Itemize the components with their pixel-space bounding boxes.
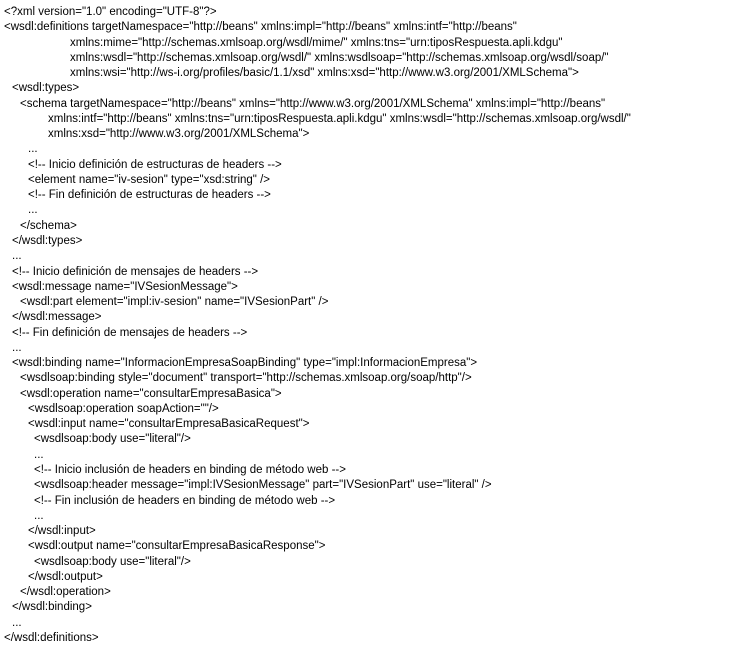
code-line: <!-- Inicio definición de mensajes de headers -->	[12, 265, 259, 278]
code-line: ...	[12, 341, 22, 354]
code-line: <!-- Fin definición de estructuras de headers -->	[28, 189, 271, 202]
code-line: <!-- Inicio definición de estructuras de headers -->	[28, 158, 282, 171]
code-line: ...	[28, 143, 38, 156]
code-line: <wsdl:operation name="consultarEmpresaBasica">	[20, 387, 282, 400]
code-line: <wsdl:binding name="InformacionEmpresaSoapBinding" type="impl:InformacionEmpresa">	[12, 357, 478, 370]
code-line: xmlns:xsd="http://www.w3.org/2001/XMLSchema">	[48, 128, 310, 141]
code-line: ...	[34, 509, 44, 522]
code-line: <wsdlsoap:body use="literal"/>	[34, 433, 191, 446]
code-line: </schema>	[20, 219, 77, 232]
code-line: <wsdl:input name="consultarEmpresaBasicaRequest">	[28, 418, 310, 431]
code-line: <wsdl:part element="impl:iv-sesion" name="IVSesionPart" />	[20, 296, 329, 309]
code-line: </wsdl:input>	[28, 525, 96, 538]
code-line: xmlns:wsdl="http://schemas.xmlsoap.org/wsdl/" xmlns:wsdlsoap="http://schemas.xmlsoap.org/wsdl/soap/"	[70, 51, 609, 64]
code-line: <wsdlsoap:operation soapAction=""/>	[28, 402, 219, 415]
code-line: <wsdlsoap:header message="impl:IVSesionMessage" part="IVSesionPart" use="literal" />	[34, 479, 492, 492]
code-line: ...	[12, 616, 22, 629]
code-line: </wsdl:binding>	[12, 601, 92, 614]
code-line: <!-- Fin definición de mensajes de headers -->	[12, 326, 248, 339]
code-line: <wsdl:output name="consultarEmpresaBasicaResponse">	[28, 540, 326, 553]
code-line: xmlns:intf="http://beans" xmlns:tns="urn:tiposRespuesta.apli.kdgu" xmlns:wsdl="http://schemas.xmlsoap.org/wsdl/"	[48, 112, 631, 125]
code-line: <wsdl:definitions targetNamespace="http://beans" xmlns:impl="http://beans" xmlns:intf="http://beans"	[4, 21, 517, 34]
code-line: <wsdlsoap:body use="literal"/>	[34, 555, 191, 568]
code-line: xmlns:mime="http://schemas.xmlsoap.org/wsdl/mime/" xmlns:tns="urn:tiposRespuesta.apli.kdgu"	[70, 36, 563, 49]
code-line: <!-- Inicio inclusión de headers en binding de método web -->	[34, 463, 346, 476]
code-line: ...	[12, 250, 22, 263]
code-line: </wsdl:definitions>	[4, 631, 99, 644]
code-line: <schema targetNamespace="http://beans" xmlns="http://www.w3.org/2001/XMLSchema" xmlns:impl="http://beans"	[20, 97, 606, 110]
code-line: <element name="iv-sesion" type="xsd:string" />	[28, 173, 270, 186]
code-line: <wsdl:types>	[12, 82, 80, 95]
code-line: ...	[28, 204, 38, 217]
code-line: </wsdl:message>	[12, 311, 102, 324]
code-line: <?xml version="1.0" encoding="UTF-8"?>	[4, 6, 217, 18]
code-line: <wsdl:message name="IVSesionMessage">	[12, 280, 238, 293]
code-line: </wsdl:types>	[12, 234, 83, 247]
wsdl-code-listing	[4, 5, 731, 646]
code-line: ...	[34, 448, 44, 461]
code-line: </wsdl:output>	[28, 570, 103, 583]
code-line: </wsdl:operation>	[20, 586, 111, 599]
code-line: xmlns:wsi="http://ws-i.org/profiles/basic/1.1/xsd" xmlns:xsd="http://www.w3.org/2001/XMLSchema">	[70, 67, 579, 80]
code-line: <!-- Fin inclusión de headers en binding de método web -->	[34, 494, 336, 507]
code-line: <wsdlsoap:binding style="document" transport="http://schemas.xmlsoap.org/soap/http"/>	[20, 372, 472, 385]
